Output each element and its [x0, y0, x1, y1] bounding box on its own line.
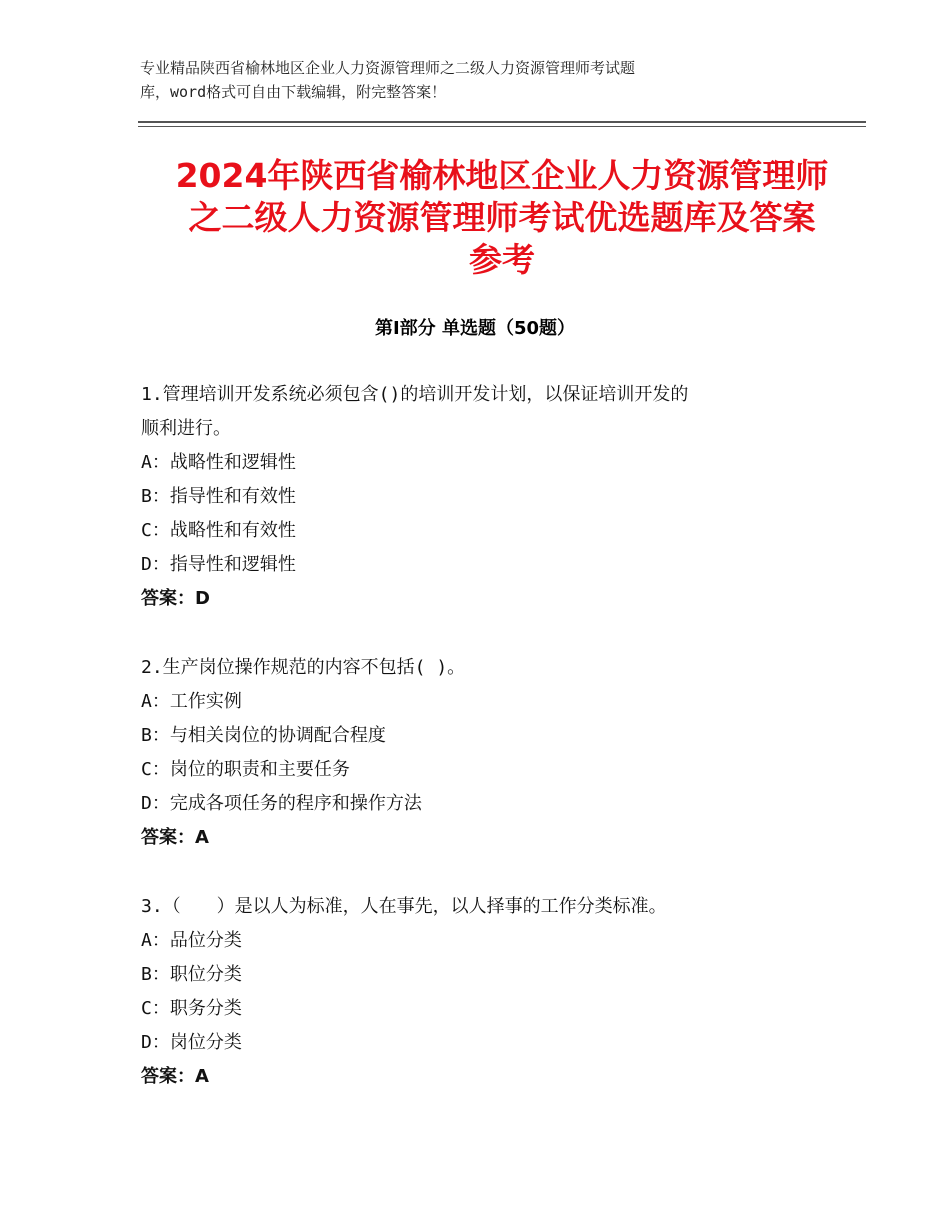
question-2 [141, 651, 821, 855]
option-d: D：岗位分类 [141, 1032, 242, 1053]
option-c: C：职务分类 [141, 998, 242, 1019]
option-b: B：指导性和有效性 [141, 486, 296, 507]
option-c: C：战略性和有效性 [141, 520, 296, 541]
question-stem-line: 3.（ ）是以人为标准，人在事先，以人择事的工作分类标准。 [141, 896, 667, 917]
question-stem [141, 378, 821, 446]
option-a: A：战略性和逻辑性 [141, 452, 296, 473]
title-line-3: 参考 [469, 240, 535, 279]
header-rule-thin [138, 126, 866, 127]
option-b: B：与相关岗位的协调配合程度 [141, 725, 386, 746]
answer: 答案：A [141, 1066, 209, 1087]
header-line-1: 专业精品陕西省榆林地区企业人力资源管理师之二级人力资源管理师考试题 [140, 59, 636, 77]
header-line-2: 库，word格式可自由下载编辑，附完整答案！ [140, 83, 447, 101]
header-rule-thick [138, 121, 866, 123]
option-c: C：岗位的职责和主要任务 [141, 759, 350, 780]
question-stem-line: 2.生产岗位操作规范的内容不包括( )。 [141, 657, 466, 678]
section-heading: 第Ⅰ部分 单选题（50题） [374, 318, 575, 339]
option-b: B：职位分类 [141, 964, 242, 985]
title-line-2: 之二级人力资源管理师考试优选题库及答案 [188, 198, 816, 237]
option-d: D：指导性和逻辑性 [141, 554, 296, 575]
question-1 [141, 378, 821, 616]
question-stem-line: 顺利进行。 [141, 418, 231, 439]
title-line-1: 2024年陕西省榆林地区企业人力资源管理师 [175, 156, 829, 195]
answer: 答案：D [141, 588, 210, 609]
question-3 [141, 890, 821, 1094]
option-d: D：完成各项任务的程序和操作方法 [141, 793, 422, 814]
option-a: A：工作实例 [141, 691, 242, 712]
document-title [138, 155, 866, 281]
document-header [140, 56, 780, 104]
question-stem-line: 1.管理培训开发系统必须包含()的培训开发计划，以保证培训开发的 [141, 384, 689, 405]
option-a: A：品位分类 [141, 930, 242, 951]
question-stem [141, 890, 821, 924]
answer: 答案：A [141, 827, 209, 848]
question-stem [141, 651, 821, 685]
